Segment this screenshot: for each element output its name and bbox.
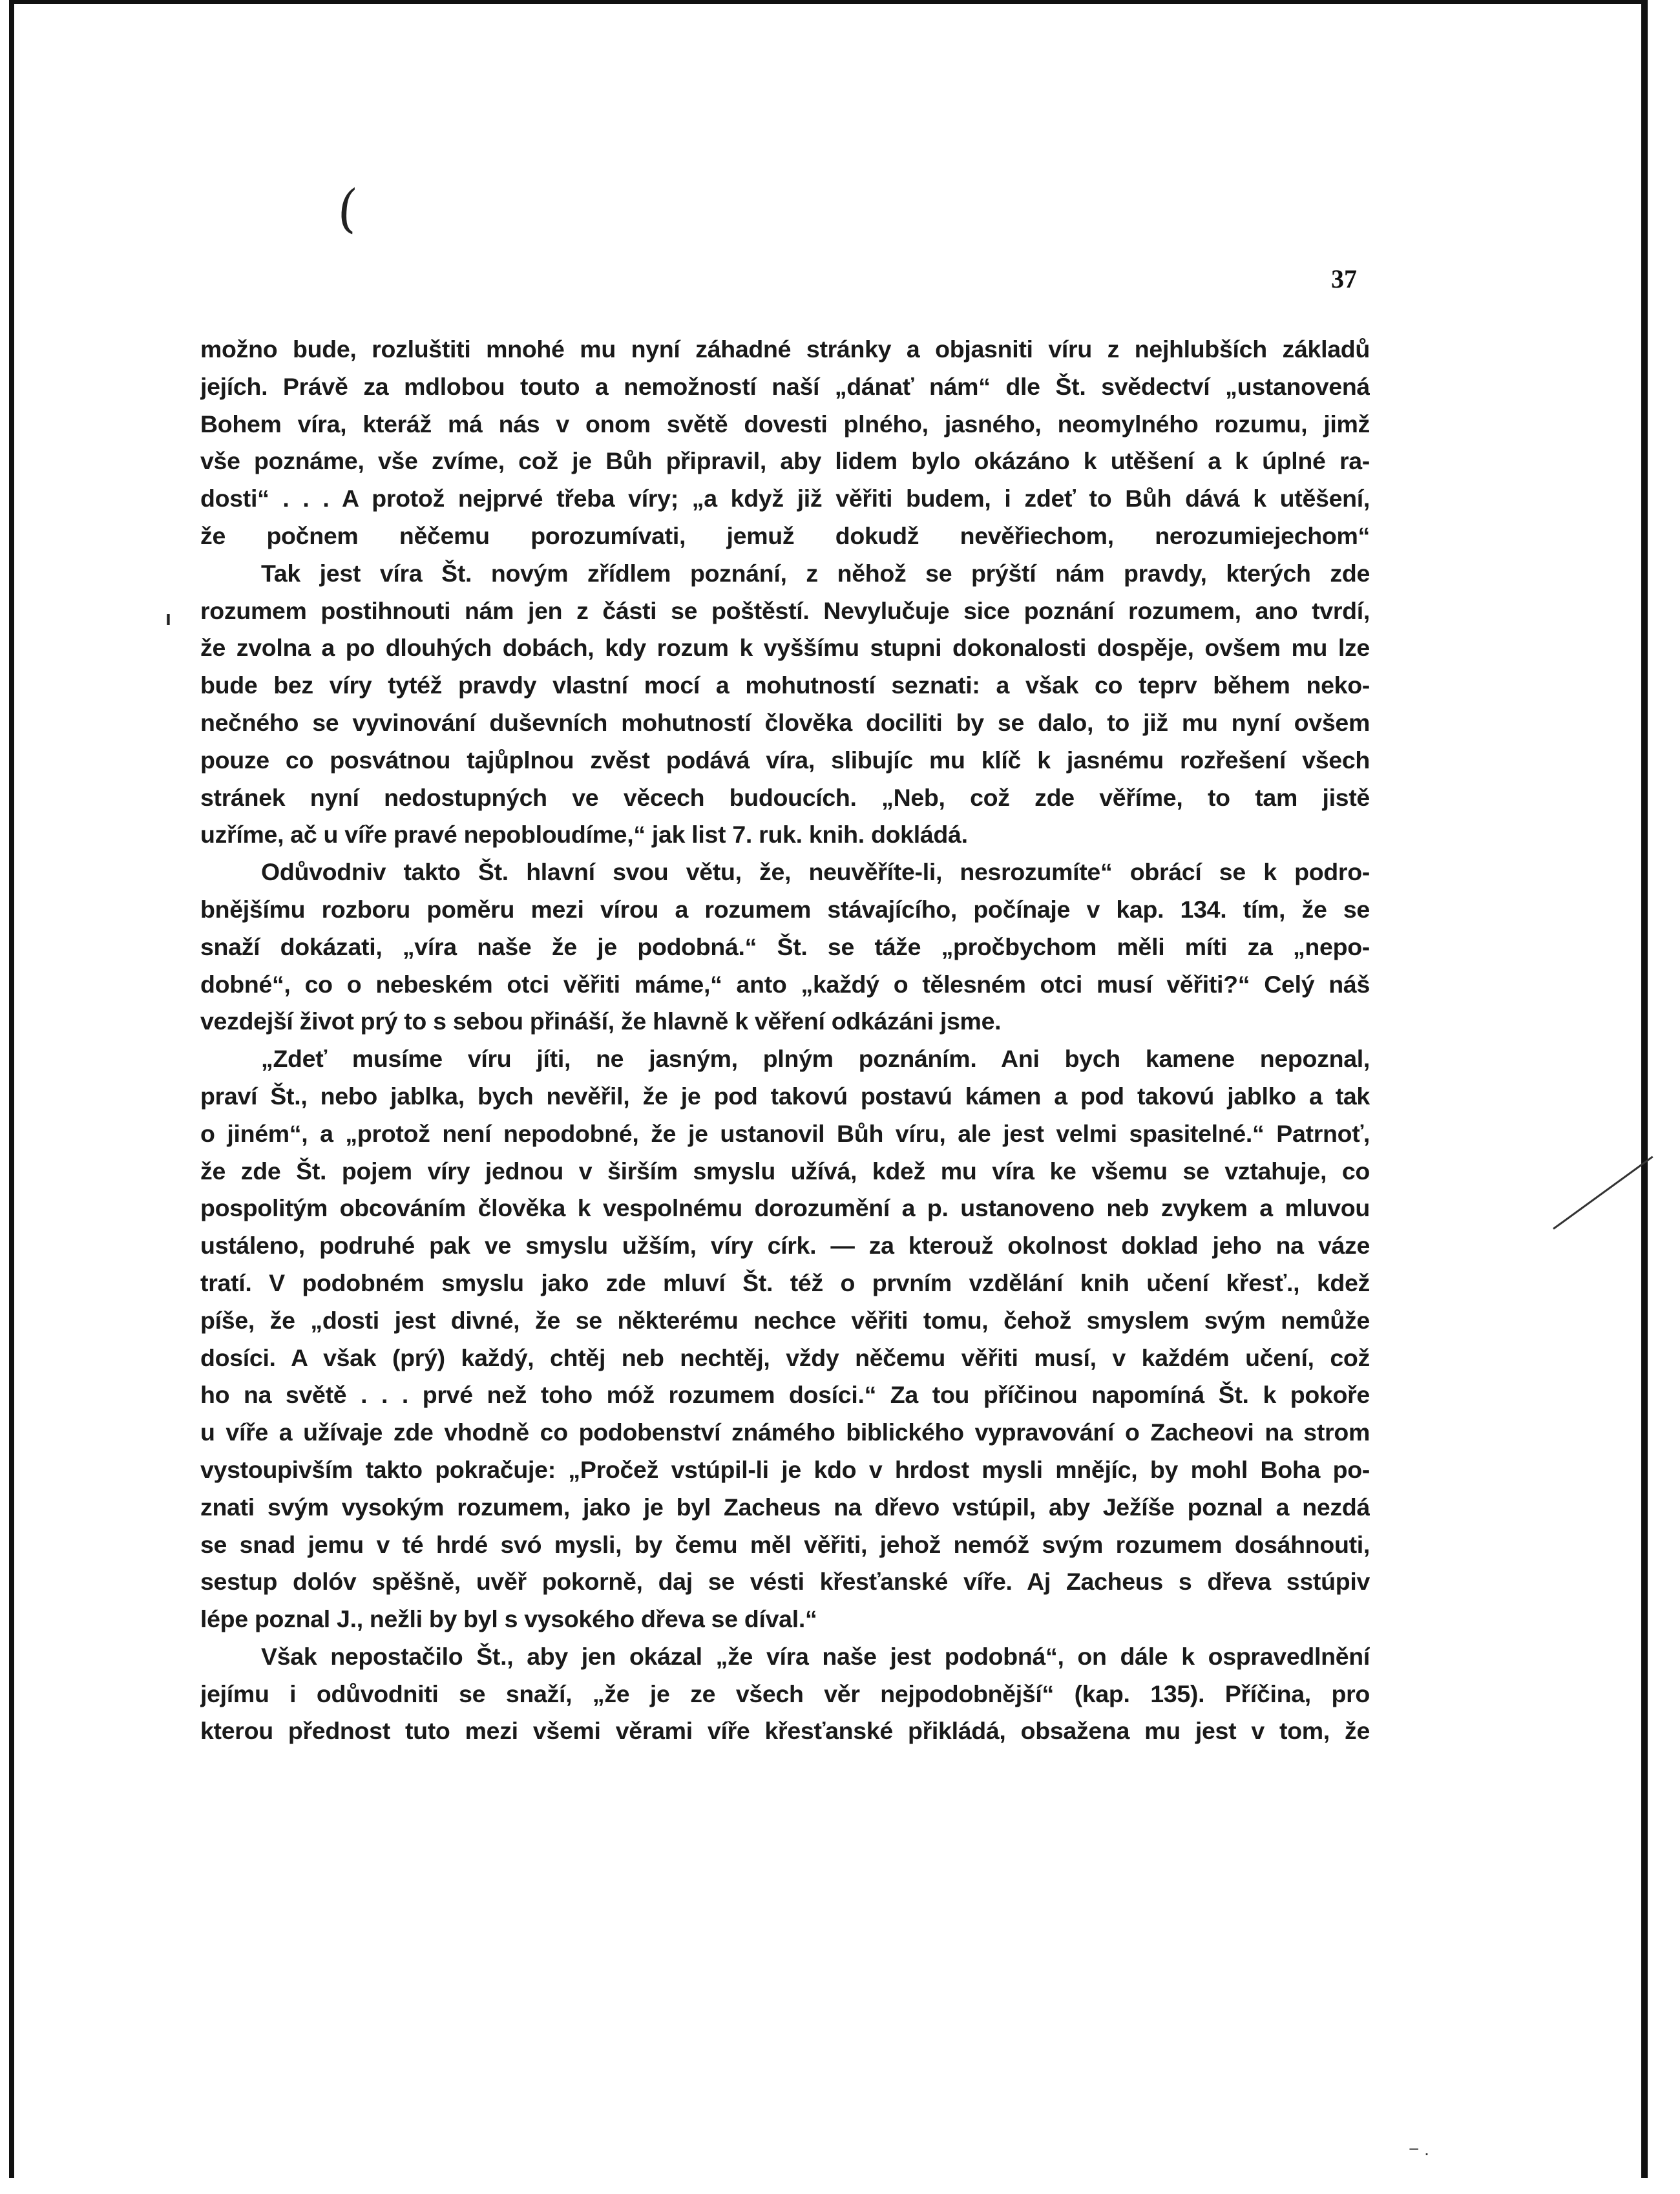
text-line: dobné“, co o nebeském otci věřiti máme,“ anto „každý o tělesném otci musí věřiti?“ Celý náš xyxy=(200,970,1370,998)
text-line: lépe poznal J., nežli by byl s vysokého dřeva se díval.“ xyxy=(200,1605,817,1633)
text-line: bnějšímu rozboru poměru mezi vírou a rozumem stávajícího, počínaje v kap. 134. tím, že se xyxy=(200,895,1370,923)
text-line: ustáleno, podruhé pak ve smyslu užším, víry círk. — za kterouž okolnost doklad jeho na váze xyxy=(200,1232,1370,1260)
text-line: o jiném“, a „protož není nepodobné, že je ustanovil Bůh víru, ale jest velmi spasitelné.“ Patrnoť, xyxy=(200,1119,1370,1147)
text-line: tratí. V podobném smyslu jako zde mluví Št. též o prvním vzdělání knih učení křesť., kdež xyxy=(200,1269,1370,1296)
text-line: dosíci. A však (prý) každý, chtěj neb nechtěj, vždy něčemu věřiti musí, v každém učení, což xyxy=(200,1344,1370,1371)
text-line: u víře a užívaje zde vhodně co podobenství známého biblického vypravování o Zacheovi na strom xyxy=(200,1419,1370,1446)
text-line: vezdejší život prý to s sebou přináší, že hlavně k věření odkázáni jsme. xyxy=(200,1007,1002,1035)
text-line: Bohem víra, kteráž má nás v onom světě dovesti plného, jasného, neomylného rozumu, jimž xyxy=(200,410,1370,438)
text-line: nečného se vyvinování duševních mohutností člověka dociliti by se dalo, to již mu nyní ovšem xyxy=(200,708,1370,736)
text-line: vše poznáme, vše zvíme, což je Bůh připravil, aby lidem bylo okázáno k utěšení a k úplné ra- xyxy=(200,447,1370,475)
text-line: Tak jest víra Št. novým zřídlem poznání, z něhož se prýští nám pravdy, kterých zde xyxy=(261,559,1370,587)
text-line: uzříme, ač u víře pravé nepobloudíme,“ jak list 7. ruk. knih. dokládá. xyxy=(200,821,968,849)
text-line: snaží dokázati, „víra naše že je podobná.“ Št. se táže „pročbychom měli míti za „nepo- xyxy=(200,933,1370,960)
text-line: jejích. Právě za mdlobou touto a nemožností naší „dánať nám“ dle Št. svědectví „ustanovená xyxy=(200,372,1370,400)
margin-mark: ı xyxy=(165,606,171,629)
text-line: sestup dolóv spěšně, uvěř pokorně, daj se vésti křesťanské víře. Aj Zacheus s dřeva sstúpiv xyxy=(200,1568,1370,1596)
text-line: praví Št., nebo jablka, bych nevěřil, že je pod takovú postavú kámen a pod takovú jablko a tak xyxy=(200,1082,1370,1110)
text-line: „Zdeť musíme víru jíti, ne jasným, plným poznáním. Ani bych kamene nepoznal, xyxy=(261,1045,1370,1073)
text-line: že zde Št. pojem víry jednou v širším smyslu užívá, kdež mu víra ke všemu se vztahuje, co xyxy=(200,1157,1370,1185)
text-line: vystoupivším takto pokračuje: „Pročež vstúpil-li je kdo v hrdost mysli mnějíc, by mohl Boha po- xyxy=(200,1455,1370,1483)
text-line: znati svým vysokým rozumem, jako je byl Zacheus na dřevo vstúpil, aby Ježíše poznal a nezdá xyxy=(200,1493,1370,1521)
text-line: že počnem něčemu porozumívati, jemuž dokudž nevěřiechom, nerozumiejechom“ xyxy=(200,522,1370,549)
text-line: píše, že „dosti jest divné, že se některému nechce věřiti tomu, čehož smyslem svým nemůže xyxy=(200,1306,1370,1334)
text-line: dosti“ . . . A protož nejprvé třeba víry; „a když již věřiti budem, i zdeť to Bůh dává k utěšení, xyxy=(200,485,1370,512)
text-line: Odůvodniv takto Št. hlavní svou větu, že, neuvěříte-li, nesrozumíte“ obrácí se k podro- xyxy=(261,858,1370,886)
text-line: pouze co posvátnou tajůplnou zvěst podává víra, slibujíc mu klíč k jasnému rozřešení všech xyxy=(200,746,1370,774)
page-number: 37 xyxy=(1331,264,1357,293)
text-line: kterou přednost tuto mezi všemi věrami víře křesťanské přikládá, obsažena mu jest v tom, že xyxy=(200,1717,1370,1745)
body-text xyxy=(200,331,1370,1750)
text-line: bude bez víry tytéž pravdy vlastní mocí a mohutností seznati: a však co teprv během neko- xyxy=(200,671,1370,699)
text-line: možno bude, rozluštiti mnohé mu nyní záhadné stránky a objasniti víru z nejhlubších základů xyxy=(200,335,1370,363)
handwritten-mark: ( xyxy=(333,180,361,240)
text-line: že zvolna a po dlouhých dobách, kdy rozum k vyššímu stupni dokonalosti dospěje, ovšem mu lze xyxy=(200,634,1370,662)
text-line: ho na světě . . . prvé než toho móž rozumem dosíci.“ Za tou příčinou napomíná Št. k pokoře xyxy=(200,1381,1370,1409)
text-line: se snad jemu v té hrdé svó mysli, by čemu měl věřiti, jehož nemóž svým rozumem dosáhnouti, xyxy=(200,1530,1370,1558)
text-line: rozumem postihnouti nám jen z části se poštěstí. Nevylučuje sice poznání rozumem, ano tvrdí, xyxy=(200,596,1370,624)
text-line: Však nepostačilo Št., aby jen okázal „že víra naše jest podobná“, on dále k ospravedlnění xyxy=(261,1642,1370,1670)
text-line: pospolitým obcováním člověka k vespolnému dorozumění a p. ustanoveno neb zvykem a mluvou xyxy=(200,1194,1370,1222)
text-line: stránek nyní nedostupných ve věcech budoucích. „Neb, což zde věříme, to tam jistě xyxy=(200,783,1370,811)
bottom-specks: − . xyxy=(1409,2139,1429,2159)
text-line: jejímu i odůvodniti se snaží, „že je ze všech věr nejpodobnější“ (kap. 135). Příčina, pro xyxy=(200,1680,1370,1707)
